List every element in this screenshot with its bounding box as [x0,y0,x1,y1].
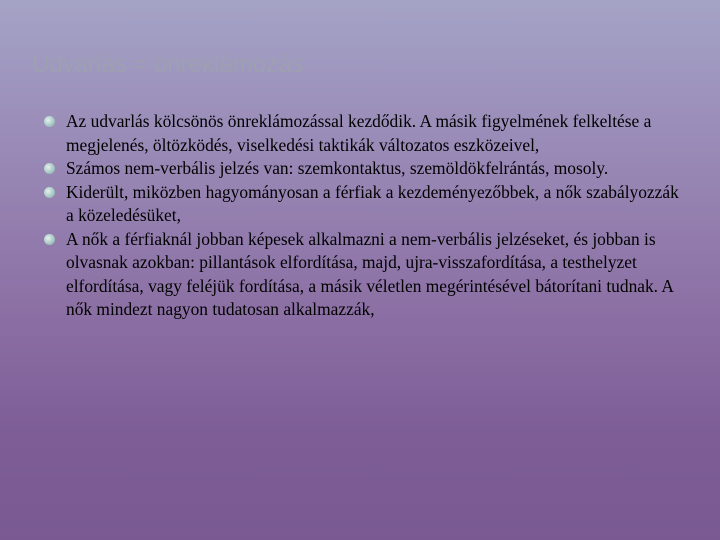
bullet-text: Számos nem-verbális jelzés van: szemkontaktus, szemöldökfelrántás, mosoly. [66,158,609,178]
bullet-dot-icon [44,234,55,245]
list-item [44,181,684,228]
list-item [44,228,684,322]
bullet-text: A nők a férfiaknál jobban képesek alkalmazni a nem-verbális jelzéseket, és jobban is olvasnak azokban: pillantások elfordítása, majd, ujra-visszafordítása, a testhelyzet elfordítása, vagy feléjük fordítása, a másik véletlen megérintésével bátorítani tudnak. A nők mindezt nagyon tudatosan alkalmazzák, [66,228,674,319]
list-item [44,110,684,157]
list-item [44,157,684,181]
slide-title: Udvarlás = önreklámozás [32,51,304,78]
bullet-text: Kiderült, miközben hagyományosan a férfiak a kezdeményezőbbek, a nők szabályozzák a közeledésüket, [66,181,679,225]
bullet-dot-icon [44,116,55,127]
bullet-dot-icon [44,187,55,198]
bullet-list [44,110,684,322]
bullet-dot-icon [44,163,55,174]
bullet-text: Az udvarlás kölcsönös önreklámozással kezdődik. A másik figyelmének felkeltése a megjelenés, öltözködés, viselkedési taktikák változatos eszközeivel, [66,111,652,155]
